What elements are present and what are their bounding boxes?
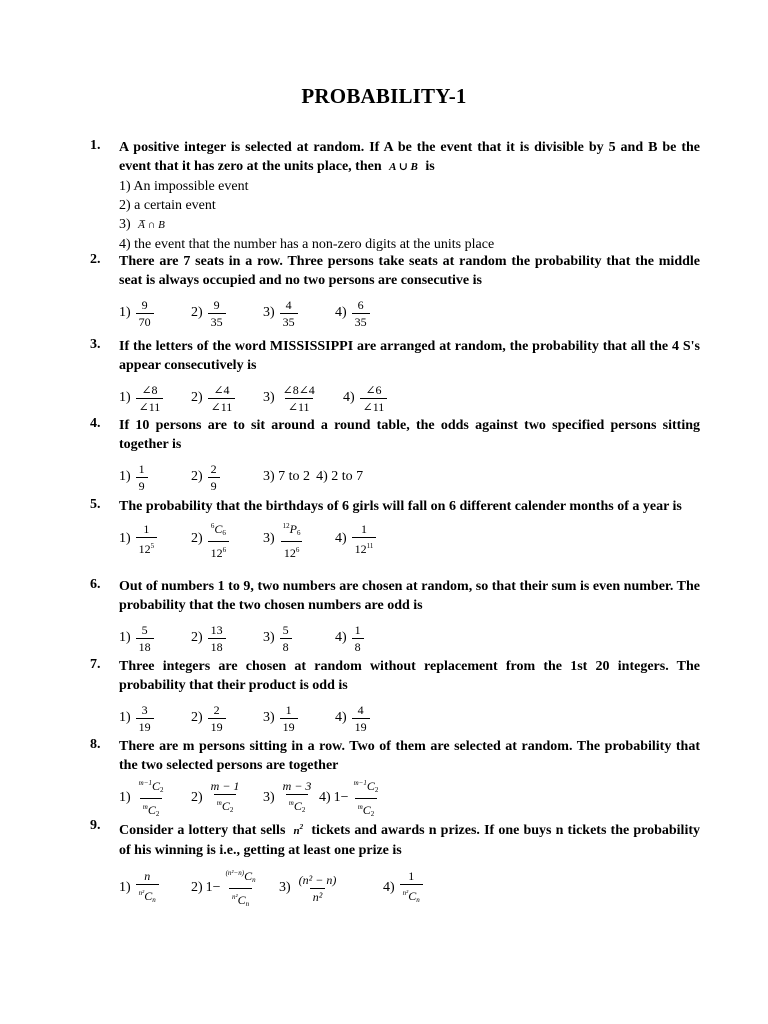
intersection-expression: A̅ ∩ B: [138, 219, 165, 231]
option-2: 2) $\frac{m - 1}{^mC_2}$: [191, 779, 255, 817]
option-4: 4) the event that the number has a non-zero digits at the units place: [119, 237, 495, 252]
option-1: 1) $\frac{5}{18}$: [119, 623, 183, 654]
option-3: 3) 7 to 2: [263, 469, 311, 484]
option-4: 4) $\frac{6}{35}$: [335, 298, 372, 329]
question-text: There are m persons sitting in a row. Two of them are selected at random. The probability that the two selected persons are together: [119, 739, 700, 773]
question-number: 5.: [90, 497, 101, 512]
question-number: 3.: [90, 337, 101, 352]
option-3: 3) $\frac{5}{8}$: [263, 623, 327, 654]
option-2: 2) 1− $\frac{^{(n^2-n)}C_n}{^{n^2}C_n}$: [191, 866, 271, 911]
options-row: [119, 375, 700, 421]
question-3: [90, 337, 700, 421]
question-text: There are 7 seats in a row. Three persons take seats at random the probability that the middle seat is always occupied and no two persons are consecutive is: [119, 254, 700, 288]
options-row: [119, 516, 700, 562]
option-1: 1) $\frac{3}{19}$: [119, 703, 183, 734]
option-3: 3) $\frac{1}{19}$: [263, 703, 327, 734]
option-4: 4) $\frac{\angle 6}{\angle 11}$: [343, 383, 389, 414]
option-2: 2) $\frac{2}{9}$: [191, 462, 255, 493]
option-2: 2) $\frac{2}{19}$: [191, 703, 255, 734]
question-number: 2.: [90, 252, 101, 267]
option-2: 2) $\frac{^6C_6}{12^6}$: [191, 519, 255, 560]
option-2: 2) $\frac{9}{35}$: [191, 298, 255, 329]
option-4: 4) $\frac{1}{^{n^2}C_n}$: [383, 869, 425, 907]
question-number: 1.: [90, 138, 101, 153]
question-text: A positive integer is selected at random. If A be the event that it is divisible by 5 and B be the event that it has zero at the units place, then A ∪ B is: [119, 140, 700, 174]
question-text: If 10 persons are to sit around a round table, the odds against two specified persons sitting together is: [119, 418, 700, 452]
question-number: 9.: [90, 818, 101, 833]
option-1: 1) $\frac{^{m-1}C_2}{^mC_2}$: [119, 776, 183, 821]
question-8: [90, 737, 700, 821]
option-3: 3) $\frac{\angle 8\angle 4}{\angle 11}$: [263, 382, 315, 414]
options-row: [119, 290, 700, 336]
question-2: [90, 252, 700, 336]
question-number: 4.: [90, 416, 101, 431]
question-text: If the letters of the word MISSISSIPPI are arranged at random, the probability that all the 4 S's appear consecutively is: [119, 339, 700, 373]
option-3: 3) $\frac{^{12}P_6}{12^6}$: [263, 521, 301, 560]
question-6: [90, 577, 700, 661]
question-4: [90, 416, 700, 500]
option-4: 4) 2 to 7: [316, 469, 364, 484]
question-text: The probability that the birthdays of 6 girls will fall on 6 different calender months of a year is: [119, 499, 682, 514]
option-4: 4) $\frac{1}{12^{11}}$: [335, 522, 378, 556]
options-row: [119, 615, 700, 661]
option-2: 2) $\frac{\angle 4}{\angle 11}$: [191, 383, 255, 414]
option-2: 2) a certain event: [119, 198, 216, 213]
question-7: [90, 657, 700, 741]
options-row: [119, 860, 700, 916]
question-number: 7.: [90, 657, 101, 672]
question-1: [90, 138, 700, 254]
question-text: Consider a lottery that sells $n^2$ tickets and awards n prizes. If one buys n tickets the probability of his winning is i.e., getting at least one prize is: [119, 823, 701, 858]
question-number: 6.: [90, 577, 101, 592]
question-text: Out of numbers 1 to 9, two numbers are chosen at random, so that their sum is even number. The probability that the two chosen numbers are odd is: [119, 579, 700, 613]
union-expression: A ∪ B: [389, 161, 418, 173]
question-number: 8.: [90, 737, 101, 752]
option-3: 3) A̅ ∩ B: [119, 217, 165, 232]
option-2: 2) $\frac{13}{18}$: [191, 623, 255, 654]
option-4: 4) $\frac{4}{19}$: [335, 703, 372, 734]
option-1: 1) An impossible event: [119, 179, 249, 194]
option-3: 3) $\frac{\text{(n² − n)}}{\text{n²}}$: [279, 872, 337, 904]
option-3: 3) $\frac{m - 3}{^mC_2}$: [263, 779, 317, 817]
option-1: 1) $\frac{9}{70}$: [119, 298, 183, 329]
options-row: [119, 775, 700, 821]
page-title: PROBABILITY-1: [301, 84, 467, 108]
option-3: 3) $\frac{4}{35}$: [263, 298, 327, 329]
option-1: 1) $\frac{n}{^{n^2}C_n}$: [119, 869, 183, 907]
option-4: 4) 1− $\frac{^{m-1}C_2}{^mC_2}$: [319, 776, 383, 821]
options-row: [119, 695, 700, 741]
option-1: 1) $\frac{1}{9}$: [119, 462, 183, 493]
options-row: [119, 454, 700, 500]
option-4: 4) $\frac{1}{8}$: [335, 623, 366, 654]
question-9: [90, 818, 700, 916]
question-5: [90, 497, 700, 562]
option-1: 1) $\frac{\angle 8}{\angle 11}$: [119, 383, 183, 414]
n-squared-expression: $n^2$: [293, 823, 304, 837]
question-text: Three integers are chosen at random without replacement from the 1st 20 integers. The probability that their product is odd is: [119, 659, 700, 693]
option-1: 1) $\frac{1}{12^5}$: [119, 522, 183, 556]
